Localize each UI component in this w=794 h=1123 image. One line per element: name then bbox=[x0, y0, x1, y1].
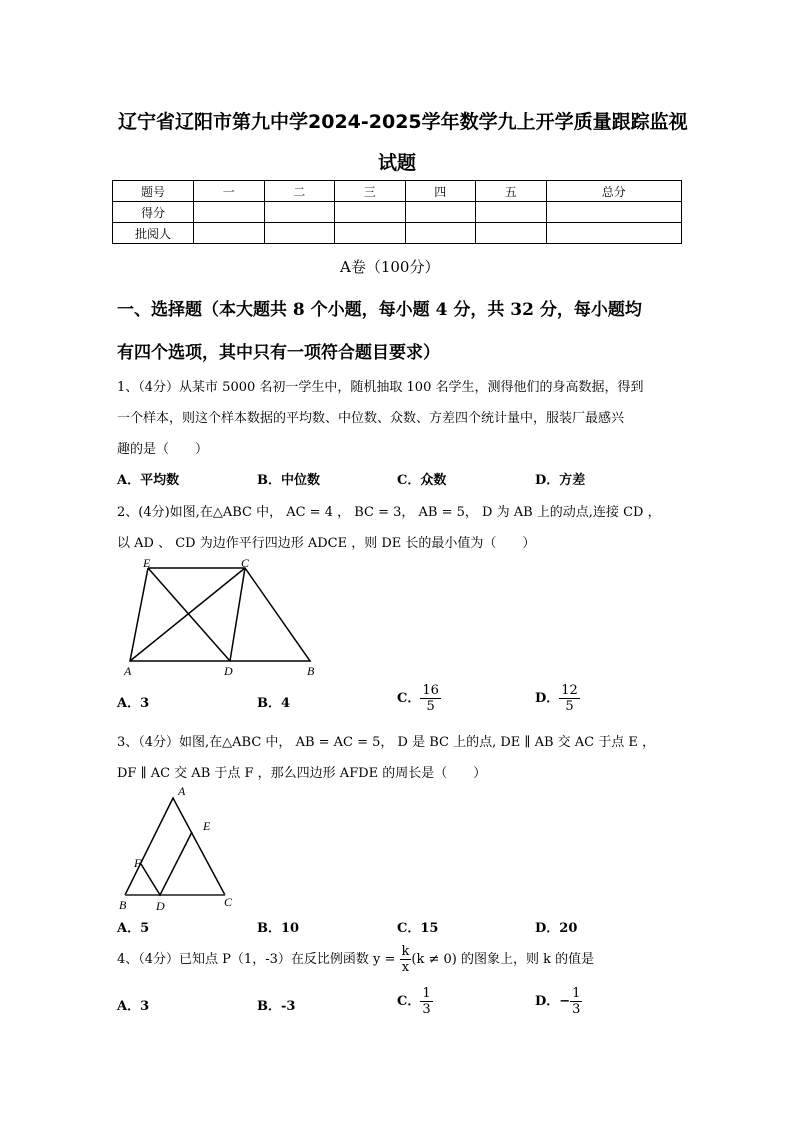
q4-option-b: B．-3 bbox=[257, 999, 296, 1014]
q4-option-a: A．3 bbox=[117, 999, 150, 1014]
q2-text: 以 AD 、 CD 为边作平行四边形 ADCE ，则 DE 长的最小值为（ ） bbox=[117, 536, 536, 551]
table-cell: 五 bbox=[476, 181, 547, 202]
q3-option-d: D．20 bbox=[535, 921, 578, 936]
q1-option-d: D．方差 bbox=[535, 473, 586, 488]
table-cell: 得分 bbox=[113, 202, 194, 223]
table-cell: 总分 bbox=[546, 181, 682, 202]
q4-option-c: C． $\frac{1}{3}$ bbox=[397, 986, 431, 1017]
q1-text: 一个样本，则这个样本数据的平均数、中位数、众数、方差四个统计量中，服装厂最感兴 bbox=[117, 411, 625, 426]
q2-option-c: C． $\frac{16}{5}$ bbox=[397, 683, 439, 714]
label-b: B bbox=[307, 664, 315, 678]
section-heading: 一、选择题（本大题共 8 个小题，每小题 4 分，共 32 分，每小题均 bbox=[117, 300, 642, 320]
label-a: A bbox=[124, 664, 132, 678]
q3-text: DF ∥ AC 交 AB 于点 F ，那么四边形 AFDE 的周长是（ ） bbox=[117, 766, 487, 781]
label-c: C bbox=[241, 556, 250, 570]
label-c: C bbox=[224, 895, 233, 909]
title-line2: 试题 bbox=[378, 152, 417, 174]
q2-option-d: D． $\frac{12}{5}$ bbox=[535, 683, 578, 714]
q3-option-b: B．10 bbox=[257, 921, 300, 936]
label-e: E bbox=[203, 819, 211, 833]
label-d: D bbox=[156, 899, 165, 912]
q4-option-d: D．− $\frac{1}{3}$ bbox=[535, 986, 581, 1017]
table-row bbox=[113, 223, 682, 244]
q3-text: 3、（4分）如图,在△ABC 中， AB = AC = 5， D 是 BC 上的点, DE ∥ AB 交 AC 于点 E ， bbox=[117, 735, 655, 750]
label-e: E bbox=[143, 556, 151, 570]
table-cell: 三 bbox=[335, 181, 406, 202]
table-cell: 一 bbox=[194, 181, 265, 202]
q1-option-a: A．平均数 bbox=[117, 473, 180, 488]
title-line1: 辽宁省辽阳市第九中学2024-2025学年数学九上开学质量跟踪监视 bbox=[118, 111, 688, 133]
label-d: D bbox=[224, 664, 233, 678]
q1-option-b: B．中位数 bbox=[257, 473, 320, 488]
paper-heading: A卷（100分） bbox=[340, 258, 440, 276]
q1-text: 趣的是（ ） bbox=[117, 442, 209, 457]
table-row bbox=[113, 202, 682, 223]
q1-text: 1、（4分）从某市 5000 名初一学生中，随机抽取 100 名学生，测得他们的身高数据，得到 bbox=[117, 380, 644, 395]
q3-option-a: A．5 bbox=[117, 921, 150, 936]
q3-option-c: C．15 bbox=[397, 921, 439, 936]
table-header-row bbox=[113, 181, 682, 202]
q1-option-c: C．众数 bbox=[397, 473, 447, 488]
table-cell: 批阅人 bbox=[113, 223, 194, 244]
label-f: F bbox=[134, 856, 142, 870]
section-heading-2: 有四个选项，其中只有一项符合题目要求） bbox=[117, 343, 440, 363]
label-b: B bbox=[119, 898, 127, 912]
q2-option-b: B．4 bbox=[257, 696, 291, 711]
score-table bbox=[112, 180, 682, 244]
label-a: A bbox=[178, 784, 186, 798]
table-cell: 题号 bbox=[113, 181, 194, 202]
q4-text: 4、（4分）已知点 P（1，-3）在反比例函数 y = $\frac{k}{x}$ (k ≠ 0) 的图象上，则 k 的值是 bbox=[117, 944, 595, 975]
table-cell: 二 bbox=[264, 181, 335, 202]
q2-option-a: A．3 bbox=[117, 696, 150, 711]
q2-figure bbox=[115, 555, 335, 680]
q3-figure bbox=[110, 782, 260, 912]
q2-text: 2、(4分)如图,在△ABC 中， AC = 4 ， BC = 3， AB = 5， D 为 AB 上的动点,连接 CD ， bbox=[117, 505, 661, 520]
table-cell: 四 bbox=[405, 181, 476, 202]
